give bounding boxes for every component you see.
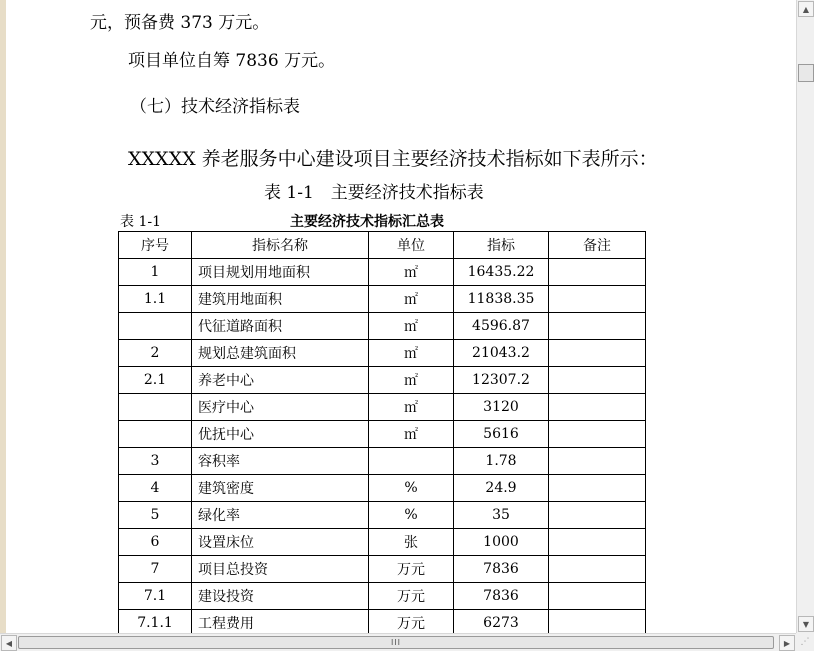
cell-value: 1000 [454,529,549,556]
cell-seq: 5 [119,502,192,529]
cell-value: 11838.35 [454,286,549,313]
table-row [119,394,646,421]
cell-indicator-name: 容积率 [192,448,369,475]
cell-value: 1.78 [454,448,549,475]
cell-seq: 2.1 [119,367,192,394]
indicator-table [118,231,646,633]
cell-unit: ㎡ [369,394,454,421]
cell-value: 12307.2 [454,367,549,394]
cell-unit: % [369,475,454,502]
horizontal-scrollbar[interactable] [0,633,796,651]
grip-icon: III [390,638,402,647]
table-caption: 表 1-1 主要经济技术指标表 [264,183,484,203]
cell-remark [549,610,646,634]
vertical-scroll-thumb[interactable] [798,64,814,82]
table-row [119,340,646,367]
table-row [119,556,646,583]
cell-remark [549,313,646,340]
cell-seq: 1.1 [119,286,192,313]
cell-value: 3120 [454,394,549,421]
cell-unit: ㎡ [369,367,454,394]
cell-unit: ㎡ [369,313,454,340]
cell-remark [549,475,646,502]
cell-seq [119,313,192,340]
cell-indicator-name: 医疗中心 [192,394,369,421]
cell-value: 35 [454,502,549,529]
paragraph-self-funding: 项目单位自筹 7836 万元。 [128,51,336,71]
table-row [119,610,646,634]
cell-unit: 万元 [369,583,454,610]
cell-seq: 7.1.1 [119,610,192,634]
paragraph-reserve-fee: 元，预备费 373 万元。 [90,13,270,33]
table-row [119,448,646,475]
cell-seq: 3 [119,448,192,475]
cell-value: 24.9 [454,475,549,502]
cell-indicator-name: 优抚中心 [192,421,369,448]
scroll-left-arrow-icon[interactable]: ◀ [1,635,17,651]
cell-unit: 万元 [369,610,454,634]
cell-remark [549,394,646,421]
cell-indicator-name: 设置床位 [192,529,369,556]
cell-remark [549,448,646,475]
cell-value: 4596.87 [454,313,549,340]
cell-value: 6273 [454,610,549,634]
cell-value: 7836 [454,583,549,610]
table-row [119,421,646,448]
table-row [119,286,646,313]
cell-indicator-name: 工程费用 [192,610,369,634]
cell-value: 21043.2 [454,340,549,367]
paragraph-intro: XXXXX 养老服务中心建设项目主要经济技术指标如下表所示： [128,148,658,170]
table-row [119,529,646,556]
cell-seq: 6 [119,529,192,556]
horizontal-scroll-thumb[interactable] [18,636,774,649]
cell-seq: 7 [119,556,192,583]
cell-value: 16435.22 [454,259,549,286]
cell-indicator-name: 规划总建筑面积 [192,340,369,367]
table-title: 主要经济技术指标汇总表 [290,214,444,230]
section-heading: （七）技术经济指标表 [130,97,300,117]
header-seq: 序号 [119,232,192,259]
cell-indicator-name: 项目总投资 [192,556,369,583]
cell-unit: ㎡ [369,259,454,286]
table-row [119,313,646,340]
cell-value: 7836 [454,556,549,583]
cell-remark [549,502,646,529]
cell-seq [119,394,192,421]
cell-remark [549,367,646,394]
table-row [119,475,646,502]
cell-remark [549,259,646,286]
cell-remark [549,421,646,448]
cell-indicator-name: 建筑密度 [192,475,369,502]
cell-unit: % [369,502,454,529]
scroll-up-arrow-icon[interactable]: ▲ [798,1,814,17]
cell-unit: ㎡ [369,340,454,367]
cell-remark [549,340,646,367]
table-label: 表 1-1 [120,214,161,230]
header-remark: 备注 [549,232,646,259]
cell-remark [549,286,646,313]
cell-unit [369,448,454,475]
cell-indicator-name: 项目规划用地面积 [192,259,369,286]
cell-indicator-name: 建设投资 [192,583,369,610]
cell-remark [549,583,646,610]
cell-seq: 2 [119,340,192,367]
header-value: 指标 [454,232,549,259]
cell-unit: 万元 [369,556,454,583]
table-row [119,502,646,529]
document-page [6,0,796,633]
vertical-scrollbar[interactable] [796,0,814,633]
cell-indicator-name: 绿化率 [192,502,369,529]
header-unit: 单位 [369,232,454,259]
cell-unit: 张 [369,529,454,556]
scroll-down-arrow-icon[interactable]: ▼ [798,616,814,632]
cell-unit: ㎡ [369,286,454,313]
table-header-row [119,232,646,259]
table-row [119,367,646,394]
cell-seq: 4 [119,475,192,502]
header-indicator-name: 指标名称 [192,232,369,259]
scroll-right-arrow-icon[interactable]: ▶ [779,635,795,651]
cell-remark [549,529,646,556]
table-row [119,259,646,286]
cell-indicator-name: 养老中心 [192,367,369,394]
cell-value: 5616 [454,421,549,448]
cell-unit: ㎡ [369,421,454,448]
cell-indicator-name: 建筑用地面积 [192,286,369,313]
cell-seq: 7.1 [119,583,192,610]
cell-seq: 1 [119,259,192,286]
cell-indicator-name: 代征道路面积 [192,313,369,340]
resize-grip-icon[interactable]: ⋰ [796,633,814,651]
table-row [119,583,646,610]
cell-seq [119,421,192,448]
cell-remark [549,556,646,583]
